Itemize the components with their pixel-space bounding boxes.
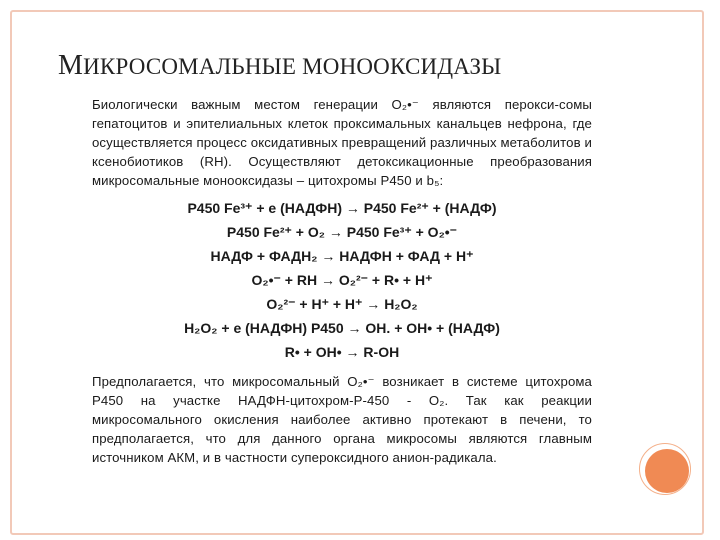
intro-paragraph: Биологически важным местом генерации O₂•⁻ являются перокси-сомы гепатоцитов и эпителиальных клеток проксимальных канальцев нефрона, где осуществляется процесс оксидативных превращений различных метаболитов и ксенобиотиков (RH). Осуществляют детоксикационные преобразования микросомальные монооксидазы – цитохромы P450 и b₅: bbox=[92, 97, 592, 188]
equation: O₂²⁻ + H⁺ + H⁺ → H₂O₂ bbox=[266, 296, 418, 312]
equation: P450 Fe³⁺ + e (НАДФН) → P450 Fe²⁺ + (НАДФ) bbox=[187, 200, 497, 216]
title-first-letter: М bbox=[58, 50, 84, 81]
conclusion-paragraph: Предполагается, что микросомальный O₂•⁻ возникает в системе цитохрома P450 на участке НАДФН-цитохром-P-450 - O₂. Так как реакции микросомального окисления наиболее активно протекают в печени, то предполагается, что для данного органа микросомы являются главным источником АКМ, и в частности супероксидного анион-радикала. bbox=[92, 374, 592, 465]
equation: P450 Fe²⁺ + O₂ → P450 Fe³⁺ + O₂•⁻ bbox=[226, 224, 458, 240]
scanned-text-block bbox=[92, 95, 592, 525]
decorative-circle bbox=[645, 449, 689, 493]
title-rest: ИКРОСОМАЛЬНЫЕ МОНООКСИДАЗЫ bbox=[83, 54, 502, 79]
equation: H₂O₂ + e (НАДФН) P450 → OH. + OH• + (НАДФ) bbox=[184, 320, 500, 336]
equation: НАДФ + ФАДН₂ → НАДФН + ФАД + H⁺ bbox=[210, 248, 474, 264]
equation: R• + OH• → R-OH bbox=[284, 344, 400, 360]
slide-title bbox=[58, 50, 501, 82]
equations-block bbox=[92, 196, 592, 364]
equation: O₂•⁻ + RH → O₂²⁻ + R• + H⁺ bbox=[251, 272, 433, 288]
